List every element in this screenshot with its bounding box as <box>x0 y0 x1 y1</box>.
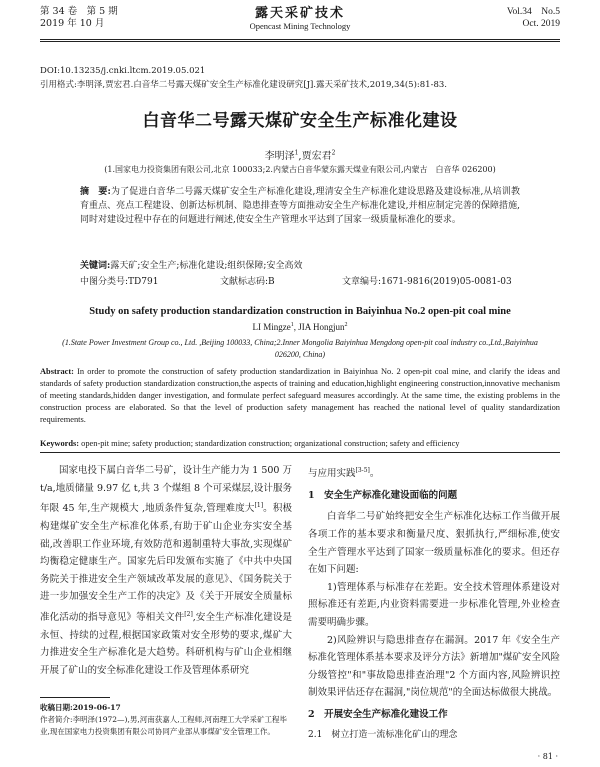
author-1-en: LI Mingze <box>252 322 291 332</box>
abstract-en-label: Abstract: <box>40 367 74 376</box>
header-right <box>507 6 560 30</box>
body-paragraph <box>308 462 560 483</box>
affiliations: (1.国家电力投资集团有限公司,北京 100033;2.内蒙古白音华蒙东露天煤业有限公司,内蒙古 白音华 026200) <box>104 165 496 174</box>
body-paragraph: 1)管理体系与标准存在差距。安全技术管理体系建设对照标准还有差距,内业资料需要进一步标准化管理,外业检查需要明确步骤。 <box>308 581 560 628</box>
citation-ref: [2] <box>184 610 193 618</box>
body-text: 国家电投下属白音华二号矿，设计生产能力为 1 500 万 t/a,地质储量 9.97 亿 t,共 3 个煤组 8 个可采煤层,设计服务年限 45 年,生产规模大 ,地质条件复杂,管理难度大 <box>40 465 292 515</box>
author-2-affil: 2 <box>331 149 336 157</box>
volume-cn: 第 34 卷 第 5 期 <box>40 6 118 17</box>
abstract-en <box>40 366 560 426</box>
keywords-en-label: Keywords: <box>40 439 80 448</box>
running-header <box>40 6 560 36</box>
header-center <box>40 6 560 32</box>
author-2: 贾宏君 <box>301 151 332 162</box>
body-left-column <box>40 462 292 679</box>
paper-title-en: Study on safety production standardization construction in Baiyinhua No.2 open-pit coal mine <box>89 306 511 317</box>
keywords-en-text: open-pit mine; safety production; standardization construction; organizational construction; safety and efficiency <box>79 439 460 448</box>
section-heading-1: 1 安全生产标准化建设面临的问题 <box>308 489 458 501</box>
body-text: 。积极构建煤矿安全生产标准化体系,有助于矿山企业夯实安全基础,改善职工作业环境,有效防范和遏制重特大事故,实现煤矿均衡稳定健康生产。国家先后印发颁布实施了《中共中央国务院关于推进安全生产领域改革发展的意见》、《国务院关于进一步加强安全生产工作的决定》及《关于开展安全质量标准化活动的指导意见》等相关文件 <box>40 503 292 624</box>
volume-en: Vol.34 No.5 <box>506 7 560 17</box>
keywords-en <box>40 438 560 449</box>
clc-number: 中图分类号:TD791 <box>80 277 159 287</box>
document-code: 文献标志码:B <box>220 277 275 287</box>
affiliations-en: (1.State Power Investment Group co., Ltd. ,Beijing 100033, China;2.Inner Mongolia Baiyinhua Mengdong open-pit coal industry co.,Ltd.,Baiyinhua 026200, China) <box>62 338 538 359</box>
paper-title: 白音华二号露天煤矿安全生产标准化建设 <box>142 111 458 131</box>
abstract-cn <box>80 185 520 227</box>
body-paragraph: 2)风险辨识与隐患排查存在漏洞。2017 年《安全生产标准化管理体系基本要求及评分方法》新增加"煤矿安全风险分级管控"和"事故隐患排查治理"2 个方面内容,风险辨识控制效果评估还存在漏洞,"岗位规范"的全面达标做很大挑战。 <box>308 634 560 699</box>
footnote <box>40 697 292 738</box>
body-right-column <box>308 462 560 745</box>
keywords-label: 关键词: <box>80 261 111 271</box>
authors-en <box>0 322 600 332</box>
author-1-en-affil: 1 <box>290 322 294 328</box>
page-number: · 81 · <box>537 752 558 761</box>
date-en: Oct. 2019 <box>522 19 560 29</box>
received-date: 收稿日期:2019-06-17 <box>40 703 121 712</box>
footnote-rule <box>40 697 110 698</box>
body-paragraph: 白音华二号矿始终把安全生产标准化达标工作当做开展各项工作的基本要求和衡量尺度、狠抓执行,严细标准,使安全生产管理水平达到了国家一级质量标准化的要求。但还存在如下问题: <box>308 511 560 576</box>
journal-title-en: Opencast Mining Technology <box>249 21 351 31</box>
abstract-label: 摘 要: <box>80 187 111 197</box>
section-heading-2: 2 开展安全生产标准化建设工作 <box>308 708 448 720</box>
abstract-text: 为了促进白音华二号露天煤矿安全生产标准化建设,理清安全生产标准化建设思路及建设标准,从培训教育重点、亮点工程建设、创新达标机制、隐患排查等方面推动安全生产标准化建设,并相应制定完善的保障措施,同时对建设过程中存在的问题进行阐述,使安全生产管理水平达到了国家一级质量标准化的要求。 <box>80 187 520 225</box>
author-intro: 作者简介:李明泽(1972—),男,河南获嘉人,工程师,河南理工大学采矿工程毕业,现在国家电力投资集团有限公司协同产业部从事煤矿安全管理工作。 <box>40 715 288 736</box>
header-rule-2 <box>40 41 560 42</box>
keywords-text: 露天矿;安全生产;标准化建设;组织保障;安全高效 <box>110 261 303 271</box>
abstract-divider <box>40 452 560 453</box>
abstract-en-text: In order to promote the construction of safety production standardization in Baiyinhua No. 2 open-pit coal mine, and clarify the ideas and standards of safety production standardization construction,the aspects of training and education,highlight engineering construction,innovative mechanism of meeting standards,hidden danger investigation, and formulate perfect safeguard measures accordingly. At the same time, the existing problems in the construction process are elaborated. So that the level of production safety management has reached the national level of quality standardization requirements. <box>40 367 560 424</box>
author-2-en-affil: 2 <box>344 322 348 328</box>
doi: DOI:10.13235/j.cnki.ltcm.2019.05.021 <box>40 66 206 76</box>
body-text: 。 <box>369 468 380 480</box>
author-2-en: , JIA Hongjun <box>293 322 345 332</box>
date-cn: 2019 年 10 月 <box>40 18 105 29</box>
journal-title-cn: 露天采矿技术 <box>254 6 345 21</box>
authors: 李明泽$^1$,贾宏君$^2$ <box>264 149 336 162</box>
body-text: ,安全生产标准化建设是永恒、持续的过程,根据国家政策对安全形势的要求,煤矿大力推进安全生产标准化是大趋势。科研机构与矿山企业相继开展了矿山的安全标准化建设工作及管理体系研究 <box>40 612 292 676</box>
citation: 引用格式:李明泽,贾宏君.白音华二号露天煤矿安全生产标准化建设研究[J].露天采矿技术,2019,34(5):81-83. <box>40 80 447 90</box>
body-text: 与应用实践 <box>308 468 356 480</box>
body-paragraph <box>40 462 292 679</box>
citation-ref: [1] <box>254 502 264 510</box>
keywords-cn <box>80 260 302 272</box>
article-number: 文章编号:1671-9816(2019)05-0081-03 <box>342 277 512 287</box>
header-rule <box>40 39 560 40</box>
author-1: 李明泽 <box>264 151 295 162</box>
citation-ref: [3-5] <box>355 467 370 474</box>
subsection-heading-2-1: 2.1 树立打造一流标准化矿山的理念 <box>308 730 458 741</box>
author-1-affil: 1 <box>294 149 299 157</box>
